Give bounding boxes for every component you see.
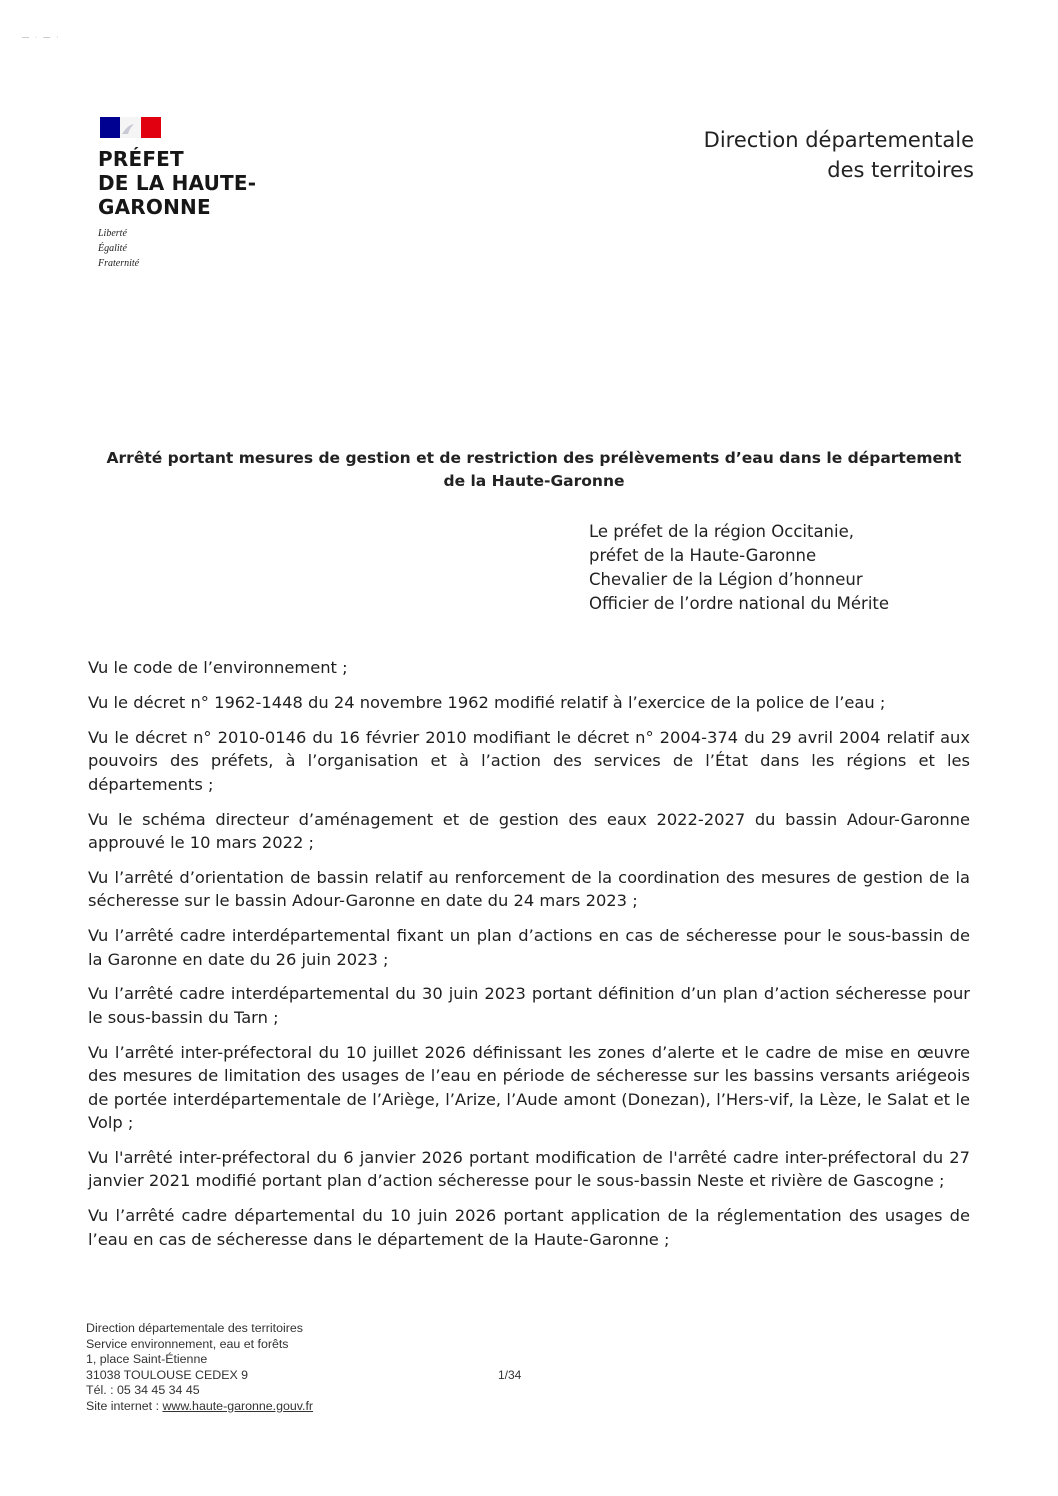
prefet-title-line: Chevalier de la Légion d’honneur [589, 570, 863, 589]
prefet-block [98, 147, 256, 219]
visa-paragraph: Vu l’arrêté cadre interdépartemental fixant un plan d’actions en cas de sécheresse pour le sous-bassin de la Garonne en date du 26 juin 2023 ; [88, 926, 970, 969]
visa-paragraph: Vu l'arrêté inter-préfectoral du 6 janvier 2026 portant modification de l'arrêté cadre inter-préfectoral du 27 janvier 2021 modifié portant plan d’action sécheresse pour le sous-bassin Neste et rivière de Gascogne ; [88, 1147, 970, 1191]
footer-line: Service environnement, eau et forêts [86, 1336, 289, 1351]
footer-line: 31038 TOULOUSE CEDEX 9 [86, 1367, 249, 1382]
motto-liberte: Liberté [98, 228, 127, 239]
issuing-direction [704, 125, 974, 185]
direction-line: des territoires [827, 158, 974, 182]
footer-line: Direction départementale des territoires [86, 1321, 303, 1335]
visa-paragraph: Vu le décret n° 1962-1448 du 24 novembre 1962 modifié relatif à l’exercice de la police de l’eau ; [88, 692, 886, 712]
visa-paragraph: Vu l’arrêté cadre interdépartemental du 30 juin 2023 portant définition d’un plan d’action sécheresse pour le sous-bassin du Tarn ; [88, 984, 970, 1027]
flag-blue-band [100, 117, 120, 138]
footer-site-line [86, 1399, 313, 1415]
visa-paragraph: Vu le décret n° 2010-0146 du 16 février 2010 modifiant le décret n° 2004-374 du 29 avril 2004 relatif aux pouvoirs des préfets, à l’organisation et à l’action des services de l’État dans les régions et les départements ; [88, 727, 970, 794]
site-label: Site internet : [86, 1398, 163, 1413]
direction-line: Direction départementale [703, 128, 974, 152]
marianne-flag-logo [100, 117, 161, 138]
flag-red-band [141, 117, 161, 138]
footer-address [86, 1321, 313, 1414]
decree-title: Arrêté portant mesures de gestion et de restriction des prélèvements d’eau dans le département de la Haute-Garonne [106, 449, 962, 490]
marianne-profile-icon [120, 117, 141, 138]
prefet-title-line: Le préfet de la région Occitanie, [589, 522, 854, 541]
visas-list [88, 656, 970, 1263]
republic-motto [98, 226, 139, 271]
flag-white-band [120, 117, 141, 138]
website-link[interactable]: www.haute-garonne.gouv.fr [162, 1398, 314, 1413]
visa-paragraph: Vu l’arrêté inter-préfectoral du 10 juillet 2026 définissant les zones d’alerte et le cadre de mise en œuvre des mesures de limitation des usages de l’eau en période de sécheresse sur les bassins versants ariégeois de portée interdépartementale de l’Ariège, l’Arize, l’Aude amont (Donezan), l’Hers-vif, la Lèze, le Salat et le Volp ; [88, 1042, 970, 1132]
page-number: 1/34 [498, 1368, 522, 1382]
visa-paragraph: Vu le schéma directeur d’aménagement et de gestion des eaux 2022-2027 du bassin Adour-Garonne approuvé le 10 mars 2022 ; [88, 809, 970, 852]
prefet-title-line: préfet de la Haute-Garonne [589, 546, 817, 565]
footer-line: Tél. : 05 34 45 34 45 [86, 1383, 200, 1397]
prefet-line: DE LA HAUTE- [98, 171, 257, 195]
motto-egalite: Égalité [98, 243, 127, 254]
visa-paragraph: Vu le code de l’environnement ; [88, 658, 348, 677]
prefet-title-line: Officier de l’ordre national du Mérite [589, 594, 890, 613]
scan-artifact: — · — · [22, 34, 61, 41]
prefet-line: PRÉFET [98, 147, 184, 171]
visa-paragraph: Vu l’arrêté d’orientation de bassin relatif au renforcement de la coordination des mesures de gestion de la sécheresse sur le bassin Adour-Garonne en date du 24 mars 2023 ; [88, 867, 970, 911]
prefet-line: GARONNE [98, 195, 211, 219]
motto-fraternite: Fraternité [98, 258, 140, 269]
prefet-titles [589, 520, 889, 616]
footer-line: 1, place Saint-Étienne [86, 1352, 208, 1366]
visa-paragraph: Vu l’arrêté cadre départemental du 10 juin 2026 portant application de la réglementation des usages de l’eau en cas de sécheresse dans le département de la Haute-Garonne ; [88, 1206, 970, 1249]
